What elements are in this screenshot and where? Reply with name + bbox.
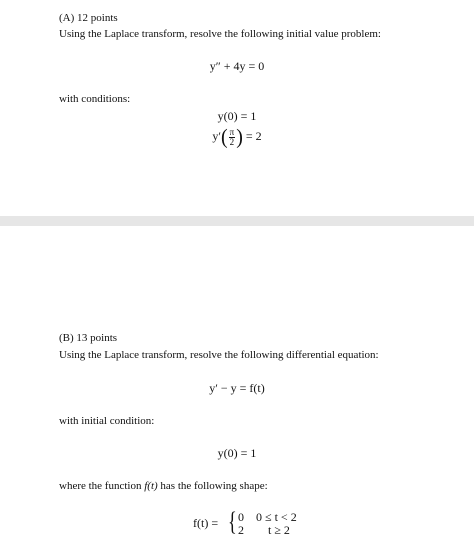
right-paren: ): [236, 125, 243, 149]
pi-over-two-fraction: [229, 128, 236, 147]
problem-a-page: [0, 0, 474, 216]
fraction-numerator: π: [229, 126, 235, 137]
problem-b-shape-label: [59, 479, 268, 493]
problem-a-condition-1: y(0) = 1: [217, 109, 257, 123]
page-separator: [0, 216, 474, 226]
fraction-denominator: 2: [229, 136, 235, 147]
problem-a-conditions-label: with conditions:: [59, 93, 131, 105]
problem-b-instruction: Using the Laplace transform, resolve the following differential equation:: [59, 349, 379, 361]
left-paren: (: [220, 125, 228, 149]
piecewise-brace: {: [228, 507, 237, 536]
shape-label-function: f(t): [144, 480, 158, 492]
problem-a-condition-2: [190, 124, 284, 148]
condition-2-lhs: y′: [212, 129, 221, 143]
shape-label-suffix: has the following shape:: [157, 480, 268, 492]
problem-b-page: [0, 226, 474, 559]
problem-b-header: (B) 13 points: [59, 332, 118, 344]
problem-b-initial-condition: y(0) = 1: [217, 446, 257, 460]
problem-a-header: (A) 12 points: [59, 12, 118, 24]
problem-b-equation: y′ − y = f(t): [209, 381, 265, 395]
case-1-condition: 0 ≤ t < 2: [256, 510, 297, 524]
problem-b-initial-label: with initial condition:: [59, 415, 155, 427]
shape-label-prefix: where the function: [59, 480, 145, 492]
piecewise-lhs: f(t) =: [193, 516, 219, 530]
problem-a-equation: y″ + 4y = 0: [209, 59, 265, 73]
case-1-value: 0: [238, 510, 244, 524]
case-2-condition: t ≥ 2: [268, 523, 290, 537]
case-2-value: 2: [238, 523, 244, 537]
condition-2-rhs: = 2: [245, 129, 262, 143]
problem-a-instruction: Using the Laplace transform, resolve the following initial value problem:: [59, 28, 381, 40]
